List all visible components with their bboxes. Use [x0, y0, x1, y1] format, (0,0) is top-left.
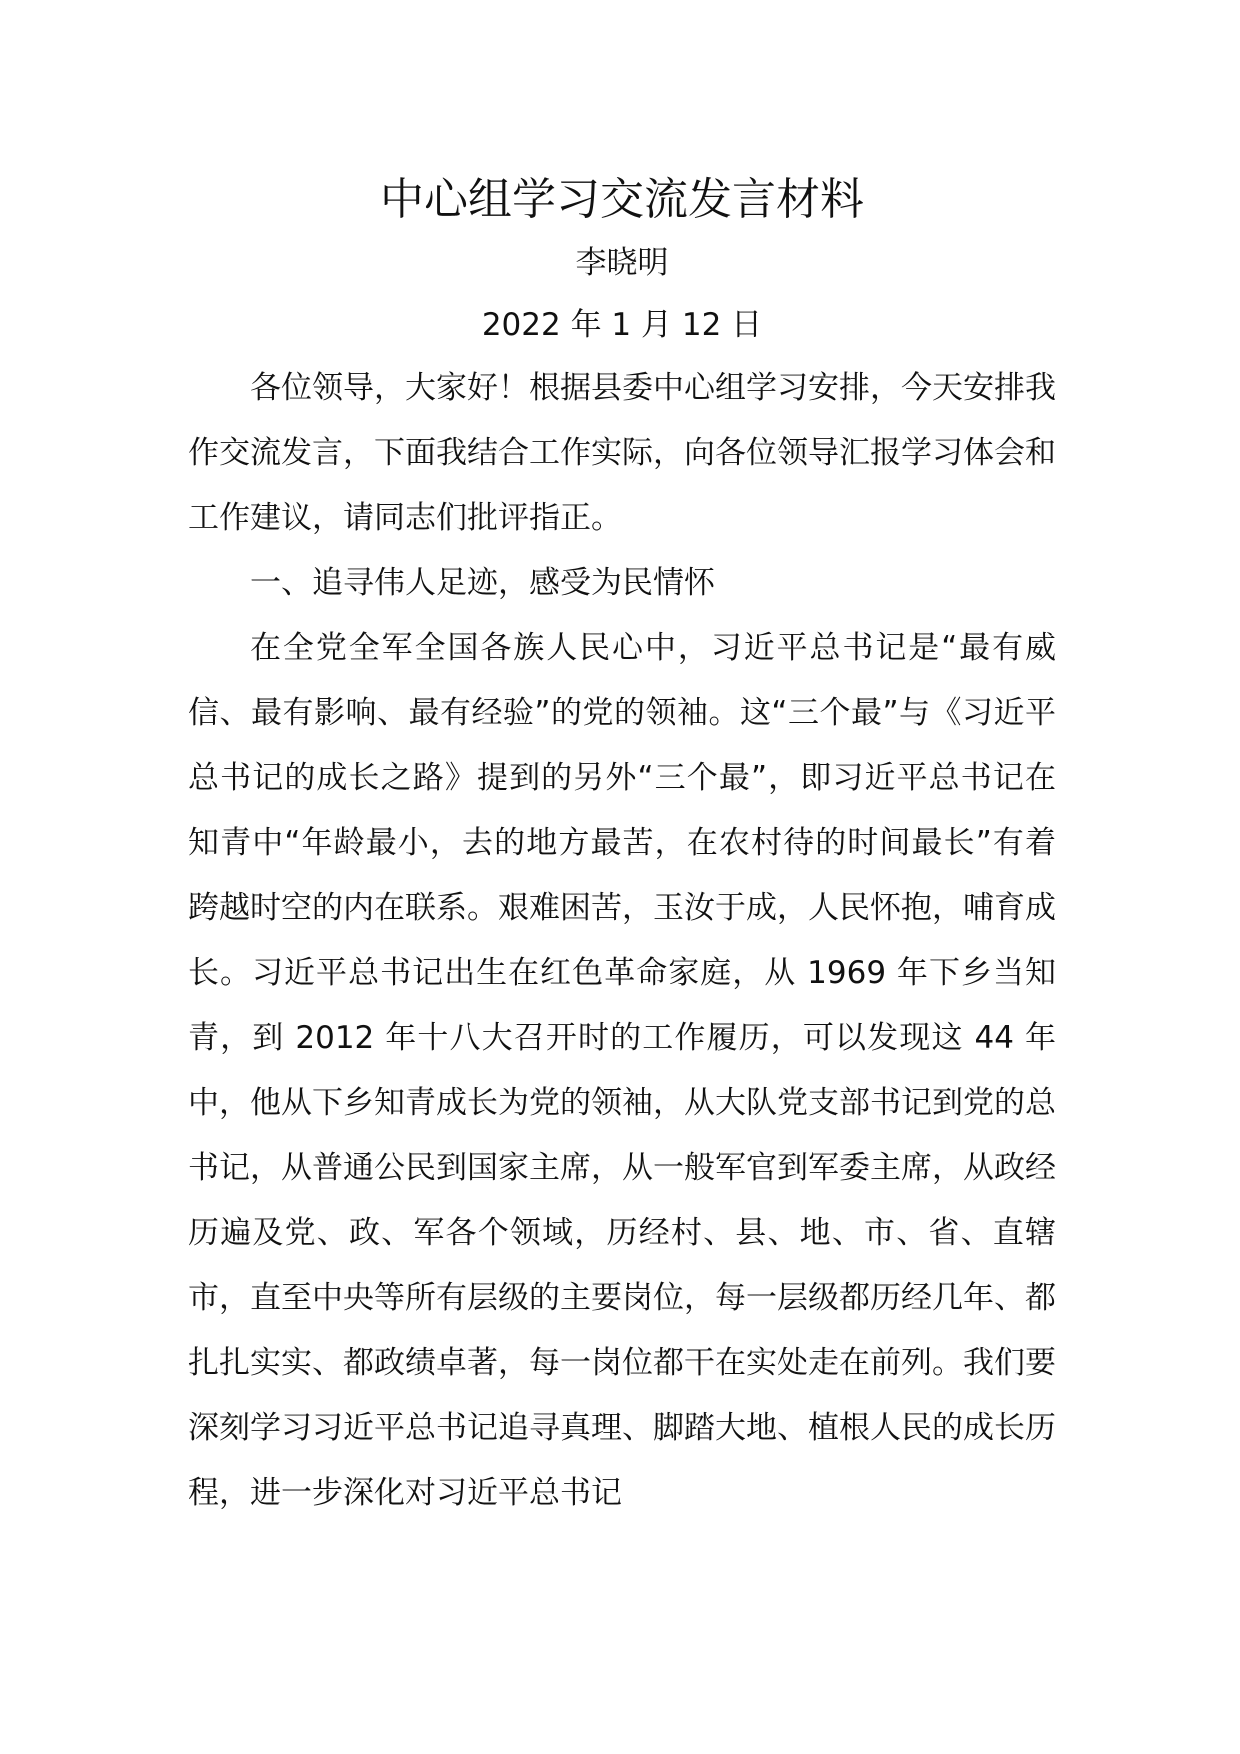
document-date: 2022 年 1 月 12 日: [481, 307, 763, 343]
section-heading-1: 一、追寻伟人足迹，感受为民情怀: [250, 565, 715, 601]
document-title: 中心组学习交流发言材料: [380, 174, 864, 225]
document-content: [188, 168, 1056, 1526]
document-author: 李晓明: [575, 245, 669, 281]
section-1-paragraph: 在全党全军全国各族人民心中，习近平总书记是“最有威信、最有影响、最有经验”的党的领袖。这“三个最”与《习近平总书记的成长之路》提到的另外“三个最”，即习近平总书记在知青中“年龄最小，去的地方最苦，在农村待的时间最长”有着跨越时空的内在联系。艰难困苦，玉汝于成，人民怀抱，哺育成长。习近平总书记出生在红色革命家庭，从 1969 年下乡当知青，到 2012 年十八大召开时的工作履历，可以发现这 44 年中，他从下乡知青成长为党的领袖，从大队党支部书记到党的总书记，从普通公民到国家主席，从一般军官到军委主席，从政经历遍及党、政、军各个领域，历经村、县、地、市、省、直辖市，直至中央等所有层级的主要岗位，每一层级都历经几年、都扎扎实实、都政绩卓著，每一岗位都干在实处走在前列。我们要深刻学习习近平总书记追寻真理、脚踏大地、植根人民的成长历程，进一步深化对习近平总书记: [188, 630, 1056, 1511]
intro-paragraph: 各位领导，大家好！根据县委中心组学习安排，今天安排我作交流发言，下面我结合工作实际，向各位领导汇报学习体会和工作建议，请同志们批评指正。: [188, 370, 1056, 536]
